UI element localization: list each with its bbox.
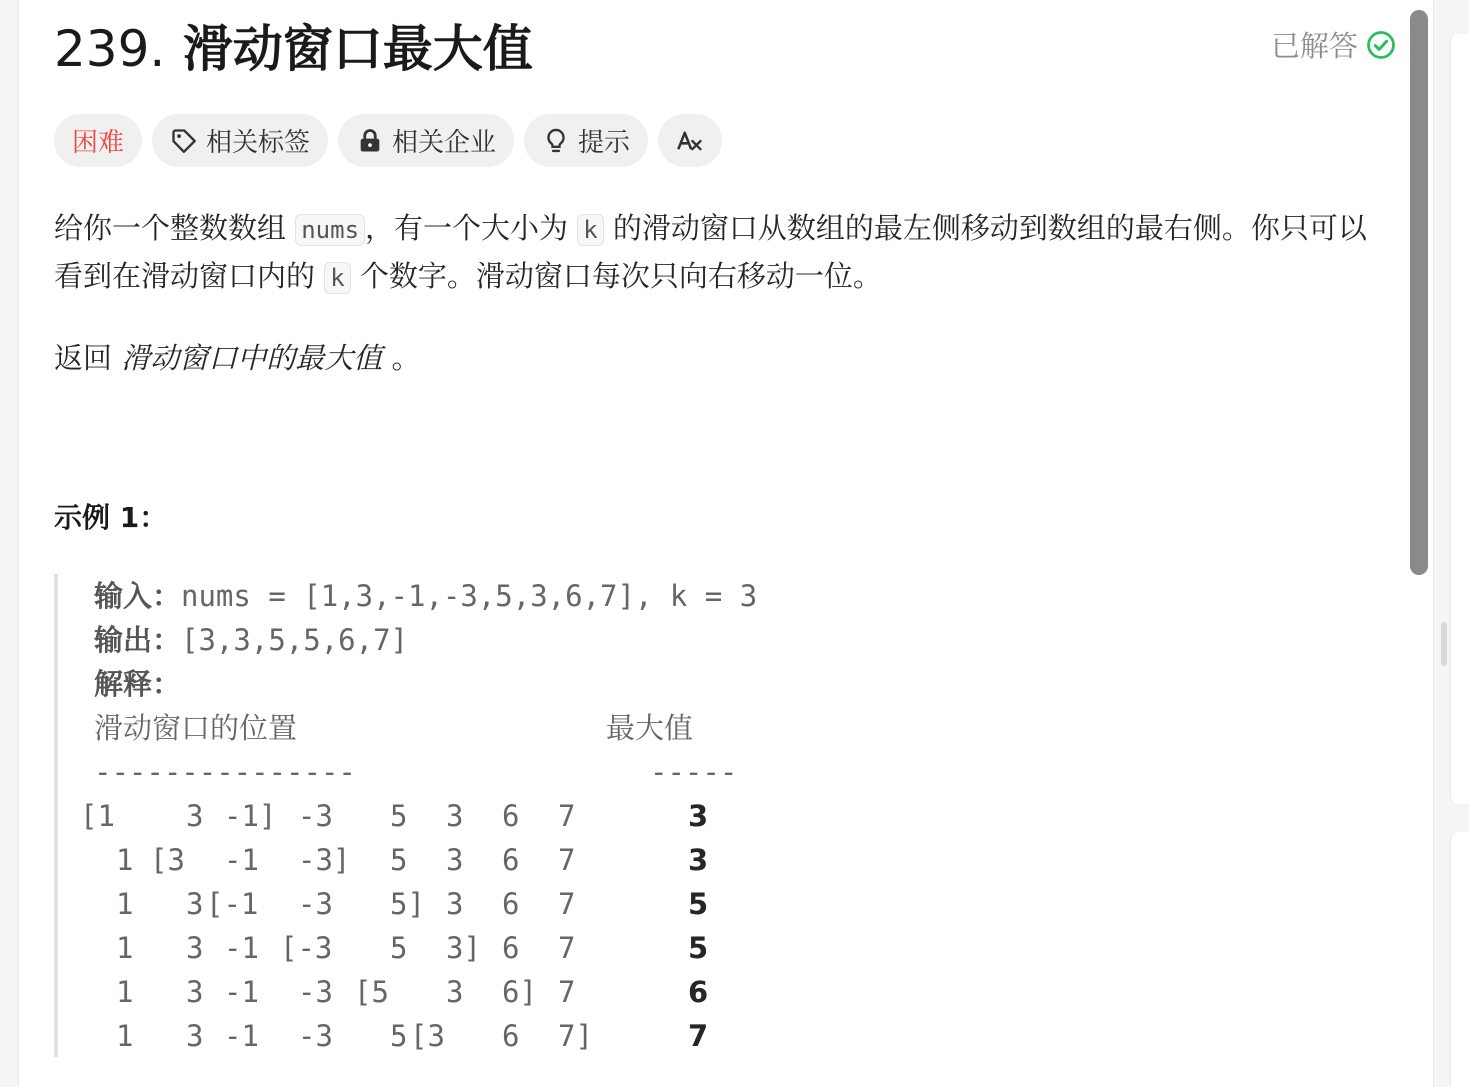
lock-icon (356, 127, 384, 155)
window-cell: 3 (446, 887, 464, 921)
window-cell: 6 (502, 931, 520, 965)
window-cell: -3 (298, 975, 333, 1009)
window-cell: 3 (446, 975, 464, 1009)
code-k-2: k (324, 262, 350, 294)
solved-status (1271, 24, 1396, 65)
window-cell: [5 (354, 975, 389, 1009)
window-cell: [3 (150, 843, 185, 877)
window-cell: 6 (502, 843, 520, 877)
example-input: 输入：nums = [1,3,-1,-3,5,3,6,7], k = 3 (94, 579, 758, 613)
window-cell: 1 (116, 975, 134, 1009)
tag-icon (170, 127, 198, 155)
window-cell: -1 (224, 931, 259, 965)
window-cell: 3 (186, 887, 204, 921)
vertical-scrollbar[interactable] (1410, 10, 1428, 575)
window-cell: -1 (224, 1019, 259, 1053)
problem-title-text: 滑动窗口最大值 (182, 20, 533, 78)
translate-icon (676, 127, 704, 155)
lightbulb-icon (542, 127, 570, 155)
window-row (94, 882, 1354, 926)
window-cell: [3 (410, 1019, 445, 1053)
window-column-header: 滑动窗口的位置 (94, 711, 298, 745)
window-cell: 6] (502, 975, 537, 1009)
window-cell: -1 (224, 975, 259, 1009)
hint-label: 提示 (578, 128, 631, 158)
related-tags-button[interactable] (152, 114, 328, 167)
emphasis-text: 滑动窗口中的最大值 (121, 341, 383, 375)
window-cell: 3] (446, 931, 481, 965)
window-cell: 7] (558, 1019, 593, 1053)
window-row (94, 838, 1354, 882)
table-header (94, 706, 1354, 750)
window-max-value: 3 (688, 843, 709, 877)
window-max-value: 5 (688, 887, 709, 921)
window-cell: -1] (224, 799, 277, 833)
window-row (94, 926, 1354, 970)
window-cell: -3 (298, 799, 333, 833)
example-block (54, 574, 1354, 1057)
window-cell: 5 (390, 931, 408, 965)
difficulty-label: 困难 (72, 128, 125, 158)
problem-description-panel (18, 0, 1434, 1087)
window-max-value: 7 (688, 1019, 709, 1053)
max-column-header: 最大值 (606, 711, 694, 745)
window-cell: 5 (390, 799, 408, 833)
window-row (94, 970, 1354, 1014)
window-max-value: 5 (688, 931, 709, 965)
description-paragraph-2: 返回 滑动窗口中的最大值 。 (54, 341, 421, 375)
window-cell: 5 (390, 843, 408, 877)
window-cell: 6 (502, 799, 520, 833)
window-cell: 3 (186, 931, 204, 965)
code-k: k (577, 214, 603, 246)
window-cell: 3 (446, 799, 464, 833)
window-cell: -3 (298, 1019, 333, 1053)
window-cell: 5 (390, 1019, 408, 1053)
difficulty-badge (54, 114, 142, 167)
window-cell: 3 (186, 1019, 204, 1053)
window-cell: -3] (298, 843, 351, 877)
related-companies-button[interactable] (338, 114, 514, 167)
window-cell: 7 (558, 799, 576, 833)
related-tags-label: 相关标签 (206, 128, 311, 158)
window-max-value: 3 (688, 799, 709, 833)
problem-title[interactable] (54, 14, 533, 84)
window-row (80, 794, 1354, 838)
window-cell: -3 (298, 887, 333, 921)
window-cell: 6 (502, 1019, 520, 1053)
related-companies-label: 相关企业 (392, 128, 497, 158)
window-cell: [-3 (280, 931, 333, 965)
problem-number: 239. (54, 20, 166, 78)
panel-resize-handle[interactable] (1441, 622, 1447, 666)
window-cell: 7 (558, 887, 576, 921)
window-cell: 1 (116, 843, 134, 877)
hint-button[interactable] (524, 114, 648, 167)
problem-description (54, 205, 1374, 381)
description-paragraph-1: 给你一个整数数组 nums ，有一个大小为 k 的滑动窗口从数组的最左侧移动到数组的最右侧。你只可以看到在滑动窗口内的 k 个数字。滑动窗口每次只向右移动一位。 (54, 211, 1367, 293)
window-rows (80, 794, 1354, 1058)
window-cell: 3 (186, 799, 204, 833)
example-title: 示例 1： (54, 501, 168, 534)
solved-label: 已解答 (1270, 29, 1358, 63)
window-cell: 7 (558, 931, 576, 965)
example-explanation-label: 解释： (94, 667, 182, 701)
window-cell: 5] (390, 887, 425, 921)
window-cell: [1 (80, 799, 115, 833)
window-cell: -1 (224, 843, 259, 877)
side-panel-edge (1450, 34, 1469, 804)
window-row (94, 1014, 1354, 1058)
window-cell: 1 (116, 1019, 134, 1053)
table-separator: --------------- ----- (94, 755, 738, 789)
side-panel-edge-lower (1450, 832, 1469, 1087)
window-cell: 1 (116, 931, 134, 965)
window-cell: 7 (558, 843, 576, 877)
window-cell: 3 (446, 843, 464, 877)
example-output: 输出：[3,3,5,5,6,7] (94, 623, 408, 657)
window-cell: 3 (186, 975, 204, 1009)
tag-bar (54, 114, 722, 167)
window-cell: 6 (502, 887, 520, 921)
window-max-value: 6 (688, 975, 709, 1009)
window-cell: [-1 (206, 887, 259, 921)
translate-button[interactable] (658, 114, 722, 167)
check-circle-icon (1366, 30, 1396, 60)
window-cell: 1 (116, 887, 134, 921)
window-cell: 7 (558, 975, 576, 1009)
code-nums: nums (295, 214, 365, 246)
